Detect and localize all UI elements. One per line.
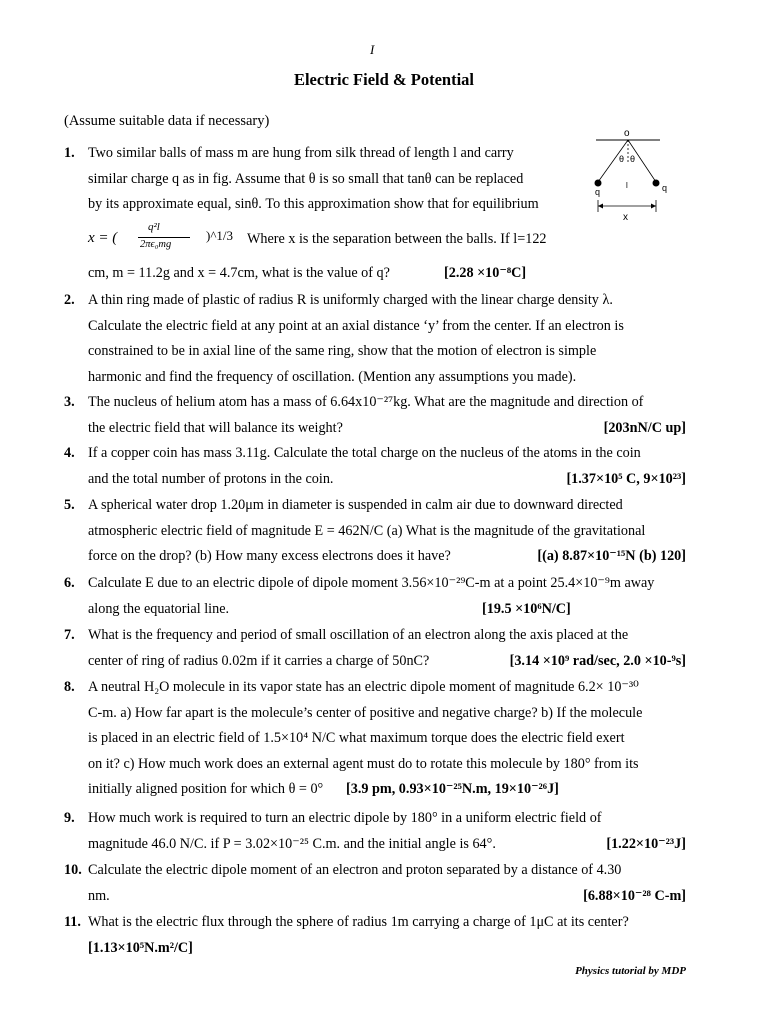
question-line: on it? c) How much work does an external agent must do to rotate this molecule by 180° from its <box>88 755 639 772</box>
answer: [1.37×10⁵ C, 9×10²³] <box>566 470 686 487</box>
answer: [6.88×10⁻²⁸ C-m] <box>583 887 686 904</box>
question-9 <box>64 806 686 857</box>
equation-line <box>88 220 688 260</box>
equation-after-text: Where x is the separation between the balls. If l=122 <box>247 231 547 247</box>
question-line: Calculate the electric dipole moment of an electron and proton separated by a distance of 4.30 <box>88 862 622 878</box>
question-line: A neutral H₂O molecule in its vapor state has an electric dipole moment of magnitude 6.2× 10⁻³⁰ <box>88 679 639 695</box>
pendulum-figure <box>588 124 668 223</box>
footer-credit: Physics tutorial by MDP <box>575 965 686 977</box>
question-4 <box>64 441 686 492</box>
answer: [3.9 pm, 0.93×10⁻²⁵N.m, 19×10⁻²⁶J] <box>346 781 559 797</box>
question-line: A spherical water drop 1.20μm in diameter is suspended in calm air due to downward directed <box>88 497 623 513</box>
equation-exponent: )^1/3 <box>206 228 234 243</box>
question-number: 9. <box>64 810 75 826</box>
question-line: similar charge q as in fig. Assume that θ is so small that tanθ can be replaced <box>88 170 524 187</box>
answer: [2.28 ×10⁻⁸C] <box>444 265 527 281</box>
question-line: initially aligned position for which θ = 0° [3.9 pm, 0.93×10⁻²⁵N.m, 19×10⁻²⁶J] <box>64 777 686 803</box>
question-line: A thin ring made of plastic of radius R is uniformly charged with the linear charge density λ. <box>88 292 613 308</box>
equation-lhs: x = ( <box>88 230 118 246</box>
question-7 <box>64 623 686 674</box>
question-number: 8. <box>64 679 75 695</box>
assumption-note: (Assume suitable data if necessary) <box>64 113 270 129</box>
figure-ball-left <box>595 180 602 187</box>
question-8 <box>64 675 686 803</box>
figure-separation-label: x <box>623 212 628 223</box>
question-2 <box>64 288 686 390</box>
question-line: If a copper coin has mass 3.11g. Calculate the total charge on the nucleus of the atoms in the coin <box>88 445 641 461</box>
question-line: How much work is required to turn an electric dipole by 180° in a uniform electric field of <box>88 810 602 826</box>
question-3 <box>64 390 686 441</box>
question-number: 5. <box>64 497 75 513</box>
question-line: What is the electric flux through the sphere of radius 1m carrying a charge of 1μC at its center? <box>88 914 629 930</box>
equation-numerator: q²l <box>148 221 160 233</box>
question-number: 2. <box>64 292 75 308</box>
question-line: Two similar balls of mass m are hung from silk thread of length l and carry <box>88 145 514 161</box>
question-5 <box>64 493 686 570</box>
question-line: along the equatorial line. [19.5 ×10⁶N/C] <box>64 597 686 623</box>
page-title: Electric Field & Potential <box>293 70 475 89</box>
figure-charge-left: q <box>595 187 601 197</box>
question-line: and the total number of protons in the coin. [1.37×10⁵ C, 9×10²³] <box>64 467 686 493</box>
answer: [19.5 ×10⁶N/C] <box>482 600 571 617</box>
question-number: 11. <box>64 914 81 930</box>
question-number: 1. <box>64 145 75 161</box>
question-1 <box>64 141 574 218</box>
equation-denominator: 2πϵ₀mg <box>140 239 172 250</box>
question-11 <box>64 910 686 961</box>
answer: [1.22×10⁻²³J] <box>606 835 686 852</box>
question-line: by its approximate equal, sinθ. To this approximation show that for equilibrium <box>88 196 539 212</box>
question-line: C-m. a) How far apart is the molecule’s center of positive and negative charge? b) If the molecule <box>88 704 643 721</box>
question-line: Calculate E due to an electric dipole of dipole moment 3.56×10⁻²⁹C-m at a point 25.4×10⁻⁹m away <box>88 575 655 591</box>
question-line: atmospheric electric field of magnitude E = 462N/C (a) What is the magnitude of the gravitational <box>88 522 646 539</box>
question-6 <box>64 571 686 622</box>
question-1-continued <box>64 261 662 287</box>
question-10 <box>64 858 686 909</box>
question-line: cm, m = 11.2g and x = 4.7cm, what is the value of q? [2.28 ×10⁻⁸C] <box>64 261 662 287</box>
figure-theta-right: θ <box>630 154 636 164</box>
question-line: magnitude 46.0 N/C. if P = 3.02×10⁻²⁵ C.m. and the initial angle is 64°. [1.22×10⁻²³J] <box>64 832 686 858</box>
answer: [203nN/C up] <box>603 419 686 436</box>
answer: [(a) 8.87×10⁻¹⁵N (b) 120] <box>537 548 686 564</box>
figure-theta-left: θ <box>619 154 625 164</box>
figure-ball-right <box>653 180 660 187</box>
question-number: 3. <box>64 394 75 410</box>
equation-fraction-bar <box>138 237 190 238</box>
question-line: Calculate the electric field at any point at an axial distance ‘y’ from the center. If an electron is <box>88 317 624 334</box>
question-line: nm. [6.88×10⁻²⁸ C-m] <box>64 884 686 910</box>
question-line: the electric field that will balance its weight? [203nN/C up] <box>64 416 686 442</box>
figure-top-label: o <box>624 128 630 139</box>
figure-mid-mark: l <box>626 181 628 190</box>
question-line: What is the frequency and period of small oscillation of an electron along the axis placed at the <box>88 627 629 643</box>
question-number: 10. <box>64 862 82 878</box>
question-number: 7. <box>64 627 75 643</box>
question-line: The nucleus of helium atom has a mass of 6.64x10⁻²⁷kg. What are the magnitude and direction of <box>88 394 644 410</box>
question-line: force on the drop? (b) How many excess electrons does it have? [(a) 8.87×10⁻¹⁵N (b) 120] <box>64 544 686 570</box>
question-line: is placed in an electric field of 1.5×10⁴ N/C what maximum torque does the electric field exert <box>88 730 625 746</box>
figure-charge-right: q <box>662 183 668 193</box>
page-number: I <box>370 42 375 57</box>
question-line: constrained to be in axial line of the same ring, show that the motion of electron is simple <box>88 343 597 359</box>
question-number: 4. <box>64 445 75 461</box>
question-number: 6. <box>64 575 75 591</box>
answer: [3.14 ×10⁹ rad/sec, 2.0 ×10-⁹s] <box>509 652 686 669</box>
answer: [1.13×10⁵N.m²/C] <box>88 939 193 956</box>
question-line: harmonic and find the frequency of oscillation. (Mention any assumptions you made). <box>88 368 577 385</box>
question-line: center of ring of radius 0.02m if it carries a charge of 50nC? [3.14 ×10⁹ rad/sec, 2.0 ×10-⁹s] <box>64 649 686 675</box>
